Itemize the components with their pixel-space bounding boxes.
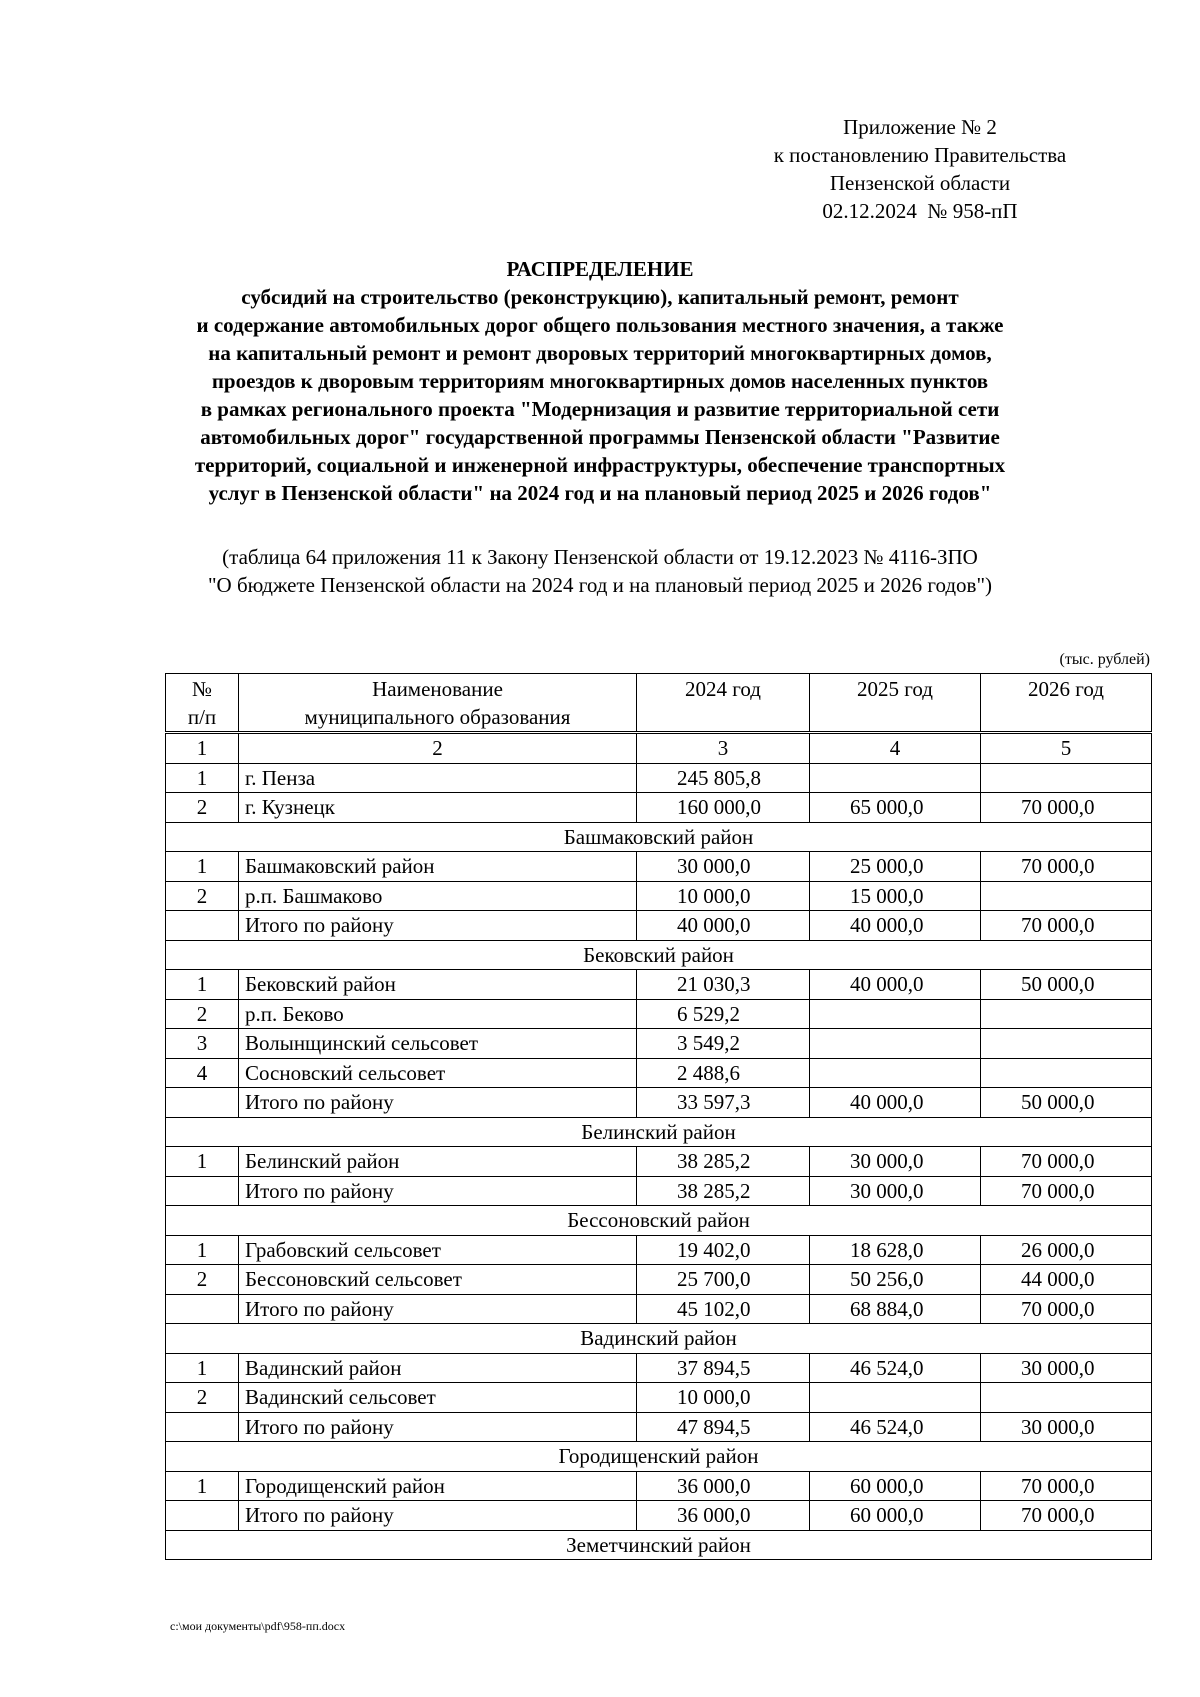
row-name: Итого по району: [239, 1412, 637, 1442]
column-number: 5: [981, 733, 1152, 764]
row-value-2024: 38 285,2: [637, 1176, 810, 1206]
row-number: [166, 1088, 239, 1118]
row-name: Итого по району: [239, 1176, 637, 1206]
table-row: [166, 1471, 1152, 1501]
row-name: Городищенский район: [239, 1471, 637, 1501]
table-row: [166, 1147, 1152, 1177]
appendix-date-number: 02.12.2024 № 958-пП: [822, 199, 1018, 223]
row-number: 1: [166, 1235, 239, 1265]
header-year-2026: 2026 год: [981, 674, 1152, 733]
row-value-2025: 40 000,0: [810, 1088, 981, 1118]
appendix-line: к постановлению Правительства: [773, 143, 1067, 167]
row-value-2026: 30 000,0: [981, 1412, 1152, 1442]
table-row: [166, 1088, 1152, 1118]
law-reference: [130, 543, 1070, 599]
table-row: [166, 793, 1152, 823]
table-row: [166, 1176, 1152, 1206]
row-value-2026: [981, 1058, 1152, 1088]
row-number: 2: [166, 881, 239, 911]
row-name: Белинский район: [239, 1147, 637, 1177]
column-numbers-row: [166, 733, 1152, 764]
row-value-2025: 46 524,0: [810, 1353, 981, 1383]
row-number: 1: [166, 970, 239, 1000]
row-number: 2: [166, 1383, 239, 1413]
row-value-2024: 19 402,0: [637, 1235, 810, 1265]
row-number: [166, 1501, 239, 1531]
row-number: 1: [166, 763, 239, 793]
header-num-line: п/п: [187, 705, 217, 729]
row-number: [166, 1294, 239, 1324]
row-value-2026: 30 000,0: [981, 1353, 1152, 1383]
row-value-2026: 70 000,0: [981, 911, 1152, 941]
table-row: [166, 1412, 1152, 1442]
table-header-row: [166, 674, 1152, 733]
row-number: 1: [166, 1147, 239, 1177]
section-title: Земетчинский район: [166, 1530, 1152, 1560]
row-value-2026: 70 000,0: [981, 793, 1152, 823]
row-value-2025: 68 884,0: [810, 1294, 981, 1324]
row-name: Бессоновский сельсовет: [239, 1265, 637, 1295]
row-name: г. Кузнецк: [239, 793, 637, 823]
distribution-table-container: [165, 673, 1151, 1560]
footer-file-path: c:\мои документы\pdf\958-пп.docx: [170, 1619, 346, 1633]
table-row: [166, 1235, 1152, 1265]
row-value-2025: [810, 1383, 981, 1413]
row-name: Бековский район: [239, 970, 637, 1000]
row-value-2026: [981, 763, 1152, 793]
row-value-2025: 40 000,0: [810, 970, 981, 1000]
row-name: г. Пенза: [239, 763, 637, 793]
table-row: [166, 1294, 1152, 1324]
section-title: Бековский район: [166, 940, 1152, 970]
row-number: 1: [166, 1471, 239, 1501]
row-name: Грабовский сельсовет: [239, 1235, 637, 1265]
table-row: [166, 1058, 1152, 1088]
row-value-2024: 10 000,0: [637, 1383, 810, 1413]
row-value-2024: 36 000,0: [637, 1471, 810, 1501]
row-value-2026: [981, 999, 1152, 1029]
section-row: [166, 1206, 1152, 1236]
row-value-2026: [981, 1383, 1152, 1413]
row-name: Сосновский сельсовет: [239, 1058, 637, 1088]
row-number: [166, 911, 239, 941]
row-number: 2: [166, 1265, 239, 1295]
table-row: [166, 1501, 1152, 1531]
header-name-line: муниципального образования: [304, 705, 571, 729]
row-value-2025: [810, 763, 981, 793]
column-number: 2: [239, 733, 637, 764]
row-value-2026: 44 000,0: [981, 1265, 1152, 1295]
title-heading: РАСПРЕДЕЛЕНИЕ: [506, 257, 694, 281]
row-value-2024: 30 000,0: [637, 852, 810, 882]
column-number: 1: [166, 733, 239, 764]
row-value-2026: 70 000,0: [981, 1147, 1152, 1177]
section-row: [166, 1530, 1152, 1560]
row-number: 2: [166, 793, 239, 823]
row-value-2026: 26 000,0: [981, 1235, 1152, 1265]
row-value-2024: 37 894,5: [637, 1353, 810, 1383]
title-line: субсидий на строительство (реконструкцию), капитальный ремонт, ремонт: [241, 285, 959, 309]
row-value-2025: 60 000,0: [810, 1471, 981, 1501]
header-name-line: Наименование: [372, 677, 503, 701]
appendix-line: Пензенской области: [829, 171, 1011, 195]
table-row: [166, 970, 1152, 1000]
row-value-2026: 70 000,0: [981, 852, 1152, 882]
row-value-2025: 25 000,0: [810, 852, 981, 882]
section-title: Вадинский район: [166, 1324, 1152, 1354]
reference-line: "О бюджете Пензенской области на 2024 год и на плановый период 2025 и 2026 годов"): [207, 573, 993, 597]
row-name: Вадинский сельсовет: [239, 1383, 637, 1413]
row-number: 4: [166, 1058, 239, 1088]
section-row: [166, 1324, 1152, 1354]
table-row: [166, 1029, 1152, 1059]
section-title: Башмаковский район: [166, 822, 1152, 852]
row-name: Итого по району: [239, 1088, 637, 1118]
column-number: 3: [637, 733, 810, 764]
row-value-2026: 70 000,0: [981, 1294, 1152, 1324]
table-row: [166, 881, 1152, 911]
row-value-2025: 30 000,0: [810, 1176, 981, 1206]
row-value-2024: 40 000,0: [637, 911, 810, 941]
row-value-2024: 160 000,0: [637, 793, 810, 823]
title-line: и содержание автомобильных дорог общего пользования местного значения, а также: [196, 313, 1004, 337]
row-value-2024: 45 102,0: [637, 1294, 810, 1324]
title-line: автомобильных дорог" государственной программы Пензенской области "Развитие: [200, 425, 1000, 449]
header-name: [239, 674, 637, 733]
row-value-2024: 3 549,2: [637, 1029, 810, 1059]
row-value-2025: 30 000,0: [810, 1147, 981, 1177]
row-name: Вадинский район: [239, 1353, 637, 1383]
row-value-2024: 10 000,0: [637, 881, 810, 911]
section-row: [166, 822, 1152, 852]
section-row: [166, 1442, 1152, 1472]
row-value-2024: 245 805,8: [637, 763, 810, 793]
row-value-2026: 50 000,0: [981, 970, 1152, 1000]
row-value-2026: 70 000,0: [981, 1176, 1152, 1206]
table-row: [166, 999, 1152, 1029]
table-row: [166, 1353, 1152, 1383]
row-number: 2: [166, 999, 239, 1029]
row-value-2026: 50 000,0: [981, 1088, 1152, 1118]
title-line: проездов к дворовым территориям многоквартирных домов населенных пунктов: [211, 369, 989, 393]
row-value-2025: [810, 1029, 981, 1059]
row-value-2024: 25 700,0: [637, 1265, 810, 1295]
title-line: услуг в Пензенской области" на 2024 год и на плановый период 2025 и 2026 годов": [208, 481, 992, 505]
row-value-2024: 21 030,3: [637, 970, 810, 1000]
row-value-2024: 2 488,6: [637, 1058, 810, 1088]
appendix-line: Приложение № 2: [843, 115, 997, 139]
row-name: Волынщинский сельсовет: [239, 1029, 637, 1059]
header-year-2025: 2025 год: [810, 674, 981, 733]
section-row: [166, 1117, 1152, 1147]
section-row: [166, 940, 1152, 970]
row-value-2024: 6 529,2: [637, 999, 810, 1029]
document-title: [130, 255, 1070, 507]
row-name: Итого по району: [239, 1501, 637, 1531]
row-number: 3: [166, 1029, 239, 1059]
table-row: [166, 852, 1152, 882]
row-value-2025: 50 256,0: [810, 1265, 981, 1295]
section-title: Бессоновский район: [166, 1206, 1152, 1236]
row-number: 1: [166, 1353, 239, 1383]
header-num: [166, 674, 239, 733]
row-value-2024: 36 000,0: [637, 1501, 810, 1531]
table-row: [166, 763, 1152, 793]
row-value-2025: 46 524,0: [810, 1412, 981, 1442]
row-value-2025: 65 000,0: [810, 793, 981, 823]
row-value-2024: 38 285,2: [637, 1147, 810, 1177]
title-line: на капитальный ремонт и ремонт дворовых территорий многоквартирных домов,: [208, 341, 992, 365]
row-name: Итого по району: [239, 911, 637, 941]
column-number: 4: [810, 733, 981, 764]
row-value-2026: 70 000,0: [981, 1471, 1152, 1501]
row-value-2026: [981, 1029, 1152, 1059]
section-title: Городищенский район: [166, 1442, 1152, 1472]
row-value-2025: 60 000,0: [810, 1501, 981, 1531]
table-row: [166, 1383, 1152, 1413]
row-value-2026: 70 000,0: [981, 1501, 1152, 1531]
row-name: Башмаковский район: [239, 852, 637, 882]
row-value-2025: [810, 1058, 981, 1088]
row-value-2025: 18 628,0: [810, 1235, 981, 1265]
row-value-2025: 40 000,0: [810, 911, 981, 941]
row-value-2024: 33 597,3: [637, 1088, 810, 1118]
table-row: [166, 911, 1152, 941]
row-number: 1: [166, 852, 239, 882]
row-name: р.п. Башмаково: [239, 881, 637, 911]
header-year-2024: 2024 год: [637, 674, 810, 733]
row-value-2025: 15 000,0: [810, 881, 981, 911]
row-number: [166, 1176, 239, 1206]
appendix-block: [720, 113, 1120, 225]
reference-line: (таблица 64 приложения 11 к Закону Пензенской области от 19.12.2023 № 4116-ЗПО: [222, 545, 978, 569]
units-label: (тыс. рублей): [1059, 651, 1150, 668]
title-line: территорий, социальной и инженерной инфраструктуры, обеспечение транспортных: [194, 453, 1006, 477]
distribution-table: [165, 673, 1152, 1560]
table-body: [166, 763, 1152, 1560]
section-title: Белинский район: [166, 1117, 1152, 1147]
row-value-2026: [981, 881, 1152, 911]
row-value-2024: 47 894,5: [637, 1412, 810, 1442]
row-number: [166, 1412, 239, 1442]
title-line: в рамках регионального проекта "Модернизация и развитие территориальной сети: [200, 397, 1000, 421]
table-row: [166, 1265, 1152, 1295]
row-value-2025: [810, 999, 981, 1029]
row-name: р.п. Беково: [239, 999, 637, 1029]
header-num-line: №: [191, 677, 213, 701]
row-name: Итого по району: [239, 1294, 637, 1324]
